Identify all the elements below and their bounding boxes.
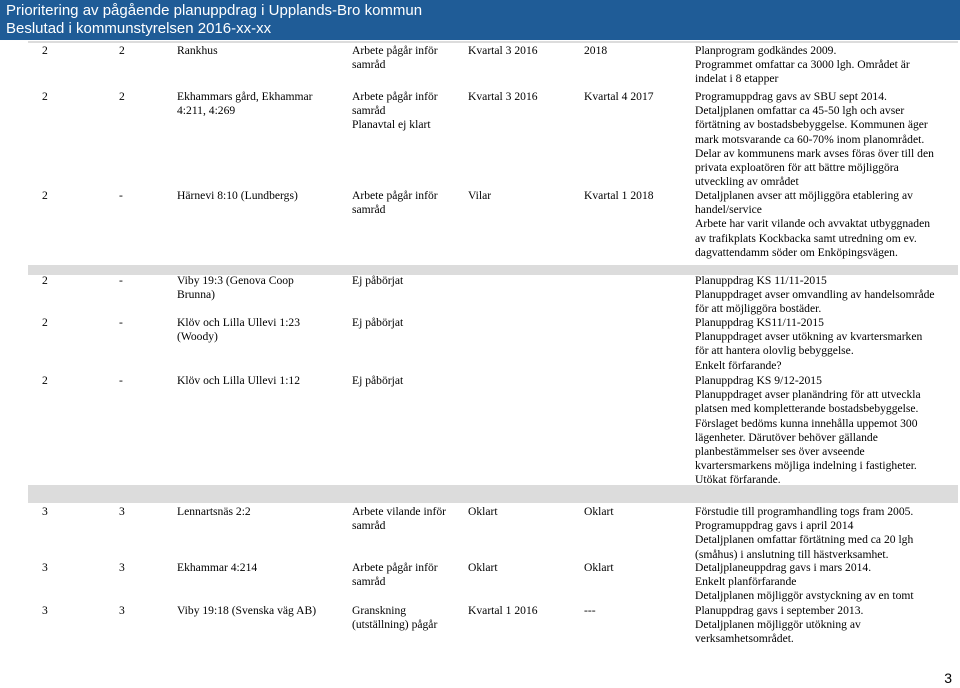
notes-cell-line: indelat i 8 etapper — [695, 72, 779, 86]
priority-cell — [42, 561, 48, 575]
priority-cell-line: 3 — [42, 604, 48, 617]
notes-cell — [695, 274, 935, 317]
notes-cell-line: Planuppdraget avser planändring för att utveckla — [695, 388, 921, 402]
priority-cell — [42, 374, 48, 388]
plan-name-cell-line: Härnevi 8:10 (Lundbergs) — [177, 189, 298, 202]
notes-cell-line: Programuppdrag gavs av SBU sept 2014. — [695, 90, 887, 103]
status-cell — [352, 374, 403, 388]
plan-name-cell-line: Ekhammars gård, Ekhammar — [177, 90, 313, 103]
status-cell-line: Arbete vilande inför — [352, 505, 447, 518]
end-date-cell-line: Kvartal 1 2018 — [584, 189, 654, 202]
priority-cell — [42, 44, 48, 58]
order-cell — [119, 274, 123, 288]
notes-cell-line: Detaljplanen omfattar ca 45-50 lgh och avser — [695, 104, 905, 118]
notes-cell — [695, 316, 922, 373]
priority-cell — [42, 505, 48, 519]
notes-cell-line: kvartersmarkens möjliga indelning i fastigheter. — [695, 459, 917, 473]
start-date-cell — [468, 505, 498, 519]
notes-cell-line: Arbete har varit vilande och avvaktat utbyggnaden — [695, 217, 931, 231]
end-date-cell — [584, 561, 614, 575]
priority-cell — [42, 316, 48, 330]
status-cell — [352, 561, 438, 589]
end-date-cell — [584, 90, 654, 104]
end-date-cell-line: Oklart — [584, 561, 614, 574]
notes-cell-line: för att möjliggöra bostäder. — [695, 302, 822, 316]
status-cell-line: Arbete pågår inför — [352, 189, 438, 202]
status-cell-line: Granskning — [352, 604, 407, 617]
status-cell-line: Arbete pågår inför — [352, 561, 438, 574]
plan-name-cell-line: Klöv och Lilla Ullevi 1:12 — [177, 374, 301, 387]
notes-cell — [695, 604, 863, 647]
start-date-cell-line: Kvartal 3 2016 — [468, 90, 538, 103]
end-date-cell-line: Oklart — [584, 505, 614, 518]
notes-cell-line: Enkelt förfarande? — [695, 358, 782, 372]
end-date-cell — [584, 189, 654, 203]
status-cell-line: Arbete pågår inför — [352, 44, 438, 57]
plan-name-cell-line: Lennartsnäs 2:2 — [177, 505, 251, 518]
priority-cell — [42, 604, 48, 618]
status-cell — [352, 90, 438, 133]
start-date-cell-line: Oklart — [468, 561, 498, 574]
start-date-cell-line: Kvartal 3 2016 — [468, 44, 538, 57]
notes-cell-line: förtätning av bostadsbebyggelse. Kommunen äger — [695, 118, 928, 132]
priority-cell-line: 3 — [42, 561, 48, 574]
plan-name-cell — [177, 561, 257, 575]
status-cell — [352, 505, 446, 533]
plan-name-cell-line: Viby 19:18 (Svenska väg AB) — [177, 604, 317, 617]
status-cell-line: samråd — [352, 58, 386, 72]
priority-cell — [42, 189, 48, 203]
notes-cell-line: platsen med kompletterande bostadsbebyggelse. — [695, 402, 919, 416]
notes-cell-line: Utökat förfarande. — [695, 473, 781, 487]
notes-cell-line: Enkelt planförfarande — [695, 575, 797, 589]
plan-name-cell — [177, 316, 300, 344]
order-cell-line: - — [119, 316, 123, 329]
notes-cell — [695, 374, 921, 488]
order-cell — [119, 604, 125, 618]
order-cell — [119, 90, 125, 104]
priority-cell-line: 2 — [42, 274, 48, 287]
end-date-cell — [584, 44, 607, 58]
status-cell-line: samråd — [352, 519, 386, 533]
start-date-cell-line: Vilar — [468, 189, 492, 202]
priority-cell — [42, 90, 48, 104]
notes-cell-line: Detaljplanen avser att möjliggöra etablering av — [695, 189, 913, 202]
priority-cell-line: 2 — [42, 44, 48, 57]
status-cell — [352, 189, 438, 217]
notes-cell-line: Planuppdrag KS 11/11-2015 — [695, 274, 827, 287]
plan-name-cell-line: Viby 19:3 (Genova Coop — [177, 274, 294, 287]
notes-cell-line: Planuppdraget avser omvandling av handelsområde — [695, 288, 935, 302]
notes-cell-line: dagvattendamm söder om Enköpingsvägen. — [695, 245, 898, 259]
table-divider-2 — [28, 485, 958, 503]
notes-cell-line: Planuppdrag KS 9/12-2015 — [695, 374, 822, 387]
notes-cell-line: Planuppdraget avser utökning av kvartersmarken — [695, 330, 923, 344]
order-cell-line: 2 — [119, 90, 125, 103]
notes-cell — [695, 505, 913, 562]
notes-cell-line: Planuppdrag gavs i september 2013. — [695, 604, 864, 617]
status-cell — [352, 316, 403, 330]
notes-cell — [695, 90, 934, 189]
priority-cell-line: 2 — [42, 90, 48, 103]
status-cell-line: (utställning) pågår — [352, 618, 438, 632]
plan-name-cell — [177, 90, 313, 118]
end-date-cell — [584, 505, 614, 519]
start-date-cell — [468, 90, 538, 104]
status-cell-line: Planavtal ej klart — [352, 118, 431, 132]
notes-cell-line: Programuppdrag gavs i april 2014 — [695, 519, 854, 533]
priority-cell — [42, 274, 48, 288]
notes-cell-line: Programmet omfattar ca 3000 lgh. Området är — [695, 58, 910, 72]
status-cell-line: samråd — [352, 575, 386, 589]
start-date-cell-line: Oklart — [468, 505, 498, 518]
order-cell — [119, 561, 125, 575]
order-cell-line: 3 — [119, 505, 125, 518]
start-date-cell-line: Kvartal 1 2016 — [468, 604, 538, 617]
start-date-cell — [468, 189, 491, 203]
priority-cell-line: 2 — [42, 374, 48, 387]
plan-name-cell-line: Ekhammar 4:214 — [177, 561, 258, 574]
plan-name-cell — [177, 374, 300, 388]
page-number: 3 — [944, 670, 952, 686]
notes-cell — [695, 44, 910, 87]
notes-cell-line: utveckling av området — [695, 175, 799, 189]
notes-cell-line: Planuppdrag KS11/11-2015 — [695, 316, 824, 329]
status-cell — [352, 44, 438, 72]
plan-name-cell-line: 4:211, 4:269 — [177, 104, 236, 118]
order-cell-line: 3 — [119, 561, 125, 574]
plan-name-cell — [177, 44, 218, 58]
order-cell-line: - — [119, 274, 123, 287]
start-date-cell — [468, 44, 538, 58]
status-cell — [352, 604, 437, 632]
plan-name-cell-line: Rankhus — [177, 44, 218, 57]
order-cell — [119, 316, 123, 330]
start-date-cell — [468, 604, 538, 618]
end-date-cell-line: Kvartal 4 2017 — [584, 90, 654, 103]
status-cell-line: Ej påbörjat — [352, 374, 404, 387]
notes-cell-line: planbestämmelser ses över avseende — [695, 445, 865, 459]
notes-cell-line: Detaljplanen möjliggör avstyckning av en tomt — [695, 589, 914, 603]
end-date-cell — [584, 604, 596, 618]
notes-cell-line: handel/service — [695, 203, 762, 217]
header-title: Prioritering av pågående planuppdrag i Upplands-Bro kommun — [6, 2, 423, 19]
notes-cell-line: Planprogram godkändes 2009. — [695, 44, 837, 57]
notes-cell-line: Detaljplanen möjliggör utökning av — [695, 618, 861, 632]
plan-name-cell — [177, 189, 298, 203]
notes-cell-line: lägenheter. Därutöver behöver gällande — [695, 430, 878, 444]
end-date-cell-line: --- — [584, 604, 596, 617]
status-cell-line: Ej påbörjat — [352, 274, 404, 287]
priority-cell-line: 2 — [42, 189, 48, 202]
notes-cell-line: (småhus) i anslutning till hästverksamhet. — [695, 547, 889, 561]
notes-cell — [695, 561, 914, 604]
header-subtitle: Beslutad i kommunstyrelsen 2016-xx-xx — [6, 20, 272, 37]
order-cell — [119, 374, 123, 388]
status-cell-line: Ej påbörjat — [352, 316, 404, 329]
notes-cell-line: verksamhetsområdet. — [695, 632, 794, 646]
plan-name-cell — [177, 274, 294, 302]
notes-cell-line: privata exploatören för att bättre möjliggöra — [695, 161, 899, 175]
plan-name-cell-line: Brunna) — [177, 288, 215, 302]
notes-cell-line: av trafikplats Kockbacka samt utredning om ev. — [695, 231, 917, 245]
document-header — [0, 0, 960, 40]
notes-cell-line: för att hantera olovlig bebyggelse. — [695, 344, 854, 358]
status-cell-line: Arbete pågår inför — [352, 90, 438, 103]
priority-cell-line: 3 — [42, 505, 48, 518]
order-cell — [119, 44, 125, 58]
notes-cell — [695, 189, 930, 260]
order-cell-line: - — [119, 374, 123, 387]
status-cell — [352, 274, 403, 288]
order-cell-line: - — [119, 189, 123, 202]
status-cell-line: samråd — [352, 203, 386, 217]
notes-cell-line: Detaljplanen omfattar förtätning med ca 20 lgh — [695, 533, 914, 547]
plan-name-cell-line: Klöv och Lilla Ullevi 1:23 — [177, 316, 301, 329]
order-cell-line: 3 — [119, 604, 125, 617]
order-cell — [119, 505, 125, 519]
order-cell-line: 2 — [119, 44, 125, 57]
start-date-cell — [468, 561, 498, 575]
notes-cell-line: mark motsvarande ca 60-70% inom planområdet. — [695, 132, 925, 146]
notes-cell-line: Delar av kommunens mark avses föras över till den — [695, 146, 934, 160]
plan-name-cell — [177, 604, 316, 618]
notes-cell-line: Detaljplaneuppdrag gavs i mars 2014. — [695, 561, 872, 574]
plan-name-cell-line: (Woody) — [177, 330, 218, 344]
priority-cell-line: 2 — [42, 316, 48, 329]
notes-cell-line: Förstudie till programhandling togs fram 2005. — [695, 505, 914, 518]
end-date-cell-line: 2018 — [584, 44, 608, 57]
status-cell-line: samråd — [352, 104, 386, 118]
plan-name-cell — [177, 505, 251, 519]
notes-cell-line: Förslaget bedöms kunna innehålla uppemot 300 — [695, 416, 918, 430]
order-cell — [119, 189, 123, 203]
